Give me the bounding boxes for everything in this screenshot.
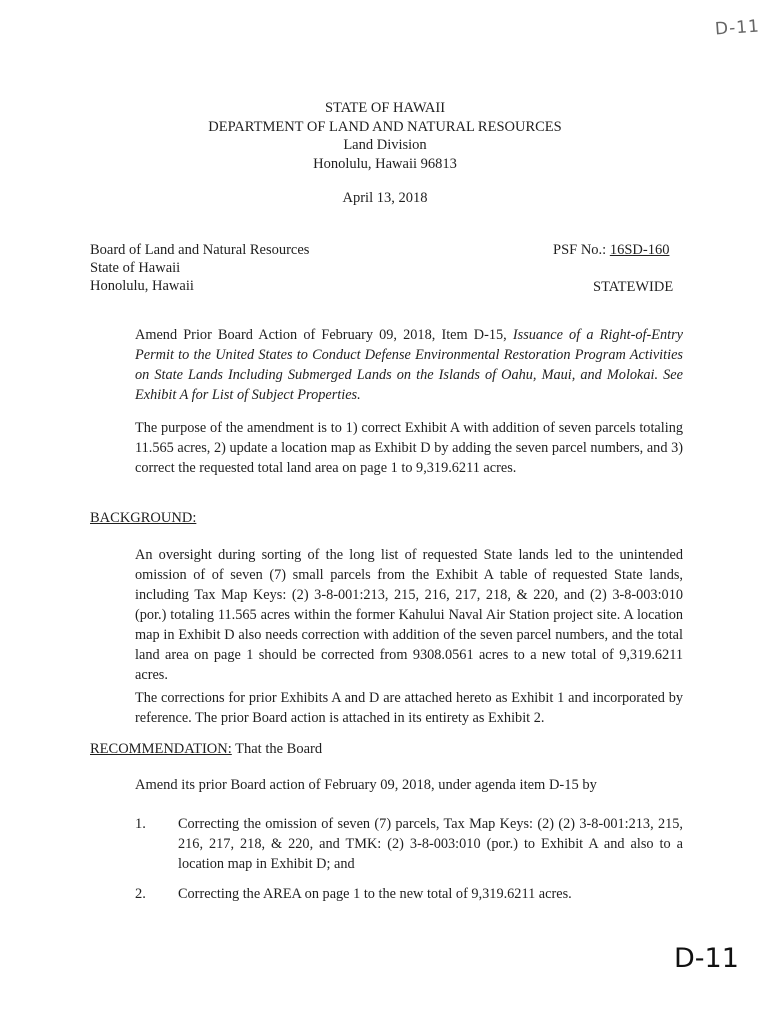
- psf-label: PSF No.:: [553, 242, 607, 258]
- psf-number: 16SD-160: [609, 242, 670, 258]
- item-2-number: 2.: [135, 886, 146, 902]
- addressee-line-1: Board of Land and Natural Resources: [90, 242, 310, 258]
- psf-number-block: [553, 240, 669, 260]
- recommendation-line: [90, 739, 322, 759]
- city-heading: Honolulu, Hawaii 96813: [313, 156, 457, 172]
- scope-label: STATEWIDE: [593, 279, 674, 295]
- department-heading: DEPARTMENT OF LAND AND NATURAL RESOURCES: [208, 119, 562, 135]
- addressee-line-3: Honolulu, Hawaii: [90, 278, 194, 294]
- item-2-text: Correcting the AREA on page 1 to the new total of 9,319.6211 acres.: [178, 886, 572, 902]
- addressee-line-2: State of Hawaii: [90, 260, 181, 276]
- subject-title: Issuance of a Right-of-Entry Permit to the United States to Conduct Defense Environmental Restoration Program Activities on State Lands Including Submerged Lands on the Islands of Oahu, Maui, and Molokai. See Exhibit A for List of Subject Properties.: [135, 327, 683, 403]
- recommendation-intro: Amend its prior Board action of February 09, 2018, under agenda item D-15 by: [135, 777, 597, 793]
- page-label: D-11: [674, 943, 739, 974]
- handwritten-page-mark: D-11: [714, 16, 761, 40]
- background-heading: BACKGROUND:: [90, 510, 197, 526]
- item-1-number: 1.: [135, 816, 146, 832]
- subject-paragraph: [135, 325, 683, 405]
- state-heading: STATE OF HAWAII: [324, 100, 446, 116]
- item-1-text: Correcting the omission of seven (7) parcels, Tax Map Keys: (2) (2) 3-8-001:213, 215, 216, 217, 218, & 220, and TMK: (2) 3-8-003:010 (por.) to Exhibit A and also to a location map in Exhibit D; and: [178, 816, 683, 872]
- purpose-paragraph: The purpose of the amendment is to 1) correct Exhibit A with addition of seven parcels totaling 11.565 acres, 2) update a location map as Exhibit D by adding the seven parcel numbers, and 3) correct the requested total land area on page 1 to 9,319.6211 acres.: [135, 420, 683, 476]
- document-date: April 13, 2018: [342, 190, 428, 206]
- division-heading: Land Division: [343, 137, 427, 153]
- background-paragraph-2: The corrections for prior Exhibits A and D are attached hereto as Exhibit 1 and incorporated by reference. The prior Board action is attached in its entirety as Exhibit 2.: [135, 690, 683, 726]
- recommendation-heading: RECOMMENDATION:: [90, 741, 232, 757]
- recommendation-heading-tail: That the Board: [231, 741, 323, 757]
- background-paragraph-1: An oversight during sorting of the long list of requested State lands led to the unintended omission of of seven (7) small parcels from the Exhibit A table of requested State lands, including Tax Map Keys: (2) 3-8-001:213, 215, 216, 217, 218, & 220, and (2) 3-8-003:010 (por.) totaling 11.565 acres within the former Kahului Naval Air Station project site. A location map in Exhibit D also needs correction with addition of the seven parcel numbers, and the total land area on page 1 should be corrected from 9308.0561 acres to a new total of 9,319.6211 acres.: [135, 547, 683, 683]
- subject-lead: Amend Prior Board Action of February 09, 2018, Item D-15,: [135, 327, 513, 343]
